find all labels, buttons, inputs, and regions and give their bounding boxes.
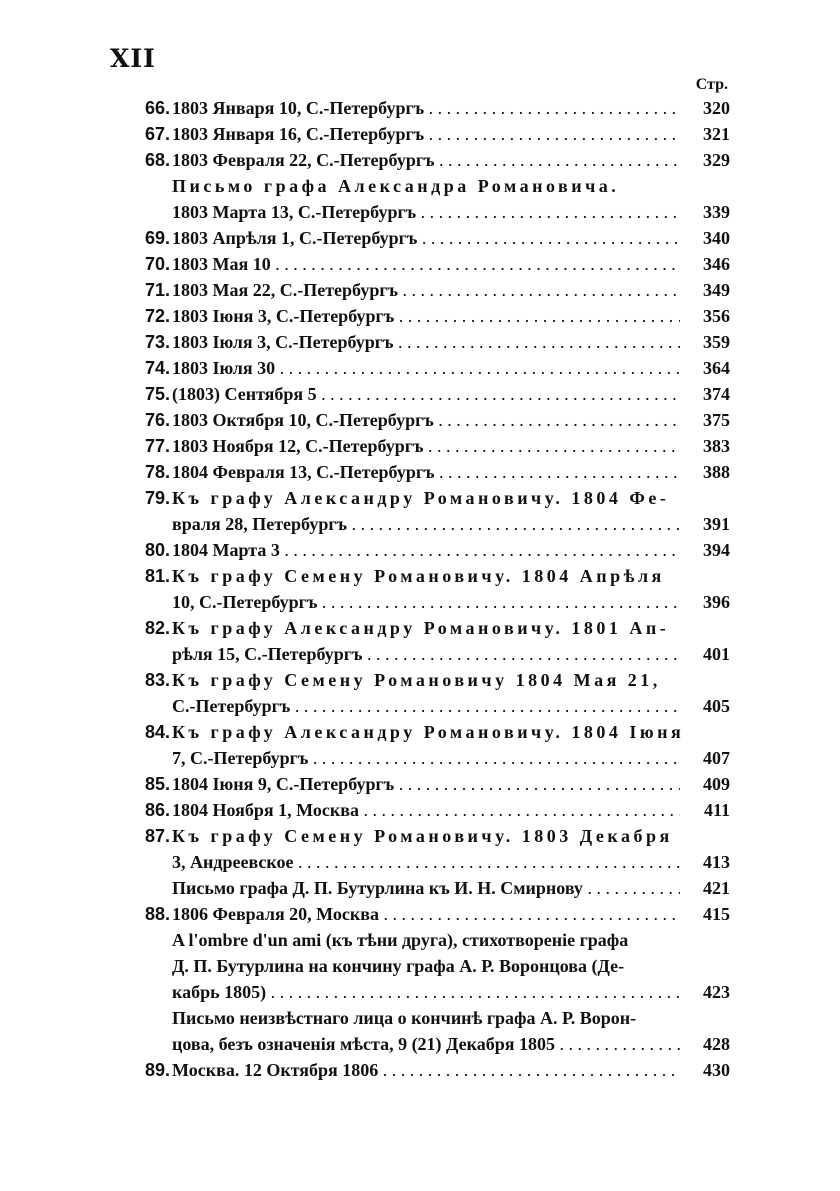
entry-number: 66. (144, 98, 170, 118)
entry-page: 388 (682, 459, 730, 485)
entry-title: Къ графу Александру Романовичу. 1801 Ап- (172, 618, 670, 638)
entry-number: 67. (144, 124, 170, 144)
entry-number: 86. (144, 800, 170, 820)
entry-number: 82. (144, 618, 170, 638)
entry-title: 1803 Ноября 12, С.-Петербургъ . . . (172, 433, 680, 459)
entry-page: 375 (682, 407, 730, 433)
toc-entry (128, 381, 730, 407)
toc-entry (128, 797, 730, 823)
entry-title: Письмо графа Александра Романовича. (172, 176, 620, 196)
toc-entry (128, 485, 730, 511)
toc-entry (128, 849, 730, 875)
toc-entry (128, 719, 730, 745)
entry-number: 76. (144, 410, 170, 430)
entry-title: 1803 Февраля 22, С.-Петербургъ . . . (172, 147, 680, 173)
entry-page: 411 (682, 797, 730, 823)
toc-entry (128, 745, 730, 771)
entry-title: Письмо неизвѣстнаго лица о кончинѣ графа А. Р. Ворон- (172, 1008, 637, 1028)
entry-page: 396 (682, 589, 730, 615)
toc-entry (128, 355, 730, 381)
entry-title: Къ графу Семену Романовичу. 1804 Апрѣля (172, 566, 665, 586)
toc-entry (128, 1057, 730, 1083)
entry-number: 88. (144, 904, 170, 924)
toc-entry (128, 823, 730, 849)
entry-number: 74. (144, 358, 170, 378)
entry-number: 80. (144, 540, 170, 560)
entry-number: 72. (144, 306, 170, 326)
toc-entry (128, 693, 730, 719)
entry-title: Письмо графа Д. П. Бутурлина къ И. Н. Смирнову . . . (172, 875, 680, 901)
entry-number: 85. (144, 774, 170, 794)
entry-page: 430 (682, 1057, 730, 1083)
toc-entry (128, 667, 730, 693)
toc-entry (128, 537, 730, 563)
toc-entry (128, 875, 730, 901)
toc-entry (128, 563, 730, 589)
entry-title: 1803 Іюля 3, С.-Петербургъ . . . (172, 329, 680, 355)
entry-title: 1803 Мая 10 . . . (172, 251, 680, 277)
entry-number: 81. (144, 566, 170, 586)
entry-number: 89. (144, 1060, 170, 1080)
entry-title: цова, безъ означенія мѣста, 9 (21) Декабря 1805 . . . (172, 1031, 680, 1057)
entry-page: 407 (682, 745, 730, 771)
toc-entry (128, 459, 730, 485)
toc-entry (128, 433, 730, 459)
toc-entry (128, 511, 730, 537)
entry-title: 3, Андреевское . . . (172, 849, 680, 875)
entry-title: кабрь 1805) . . . (172, 979, 680, 1005)
entry-number: 83. (144, 670, 170, 690)
entry-title: Къ графу Семену Романовичу 1804 Мая 21, (172, 670, 661, 690)
entry-title: 1803 Мая 22, С.-Петербургъ . . . (172, 277, 680, 303)
toc-entry (128, 615, 730, 641)
entry-page: 423 (682, 979, 730, 1005)
entry-page: 409 (682, 771, 730, 797)
entry-page: 356 (682, 303, 730, 329)
entry-page: 359 (682, 329, 730, 355)
entry-title: Д. П. Бутурлина на кончину графа А. Р. Воронцова (Де- (172, 956, 625, 976)
entry-title: 1803 Іюля 30 . . . (172, 355, 680, 381)
entry-title: рѣля 15, С.-Петербургъ . . . (172, 641, 680, 667)
entry-page: 428 (682, 1031, 730, 1057)
toc-entry (128, 927, 730, 953)
toc-entry (128, 173, 730, 199)
toc-entry (128, 225, 730, 251)
entry-title: A l'ombre d'un ami (къ тѣни друга), стихотвореніе графа (172, 930, 629, 950)
entry-title: 1803 Іюня 3, С.-Петербургъ . . . (172, 303, 680, 329)
entry-number: 68. (144, 150, 170, 170)
entry-title: 1803 Марта 13, С.-Петербургъ . . . (172, 199, 680, 225)
entry-title: 1804 Іюня 9, С.-Петербургъ . . . (172, 771, 680, 797)
entry-page: 421 (682, 875, 730, 901)
toc-entry (128, 147, 730, 173)
entry-number: 79. (144, 488, 170, 508)
entry-number: 77. (144, 436, 170, 456)
toc-entry (128, 199, 730, 225)
entry-page: 415 (682, 901, 730, 927)
entry-number: 78. (144, 462, 170, 482)
entry-title: 7, С.-Петербургъ . . . (172, 745, 680, 771)
entry-title: враля 28, Петербургъ . . . (172, 511, 680, 537)
entry-title: Къ графу Семену Романовичу. 1803 Декабря (172, 826, 673, 846)
entry-title: Москва. 12 Октября 1806 . . . (172, 1057, 680, 1083)
entry-page: 413 (682, 849, 730, 875)
entry-number: 87. (144, 826, 170, 846)
toc-entry (128, 979, 730, 1005)
entry-number: 73. (144, 332, 170, 352)
entry-number: 69. (144, 228, 170, 248)
toc-entry (128, 303, 730, 329)
toc-entry (128, 641, 730, 667)
entry-page: 394 (682, 537, 730, 563)
entry-page: 346 (682, 251, 730, 277)
entry-number: 71. (144, 280, 170, 300)
toc-entry (128, 95, 730, 121)
entry-title: 1803 Апрѣля 1, С.-Петербургъ . . . (172, 225, 680, 251)
toc-entry (128, 251, 730, 277)
entry-title: 1806 Февраля 20, Москва . . . (172, 901, 680, 927)
entry-page: 329 (682, 147, 730, 173)
entry-page: 340 (682, 225, 730, 251)
toc-entry (128, 589, 730, 615)
entry-number: 70. (144, 254, 170, 274)
entry-page: 383 (682, 433, 730, 459)
toc-entry (128, 901, 730, 927)
toc-entry (128, 121, 730, 147)
entry-page: 364 (682, 355, 730, 381)
entry-title: 1803 Января 16, С.-Петербургъ . . . (172, 121, 680, 147)
entry-title: Къ графу Александру Романовичу. 1804 Фе- (172, 488, 670, 508)
entry-page: 374 (682, 381, 730, 407)
toc-entry (128, 1005, 730, 1031)
entry-title: Къ графу Александру Романовичу. 1804 Іюня (172, 722, 685, 742)
entry-page: 339 (682, 199, 730, 225)
entry-page: 320 (682, 95, 730, 121)
entry-title: 1804 Марта 3 . . . (172, 537, 680, 563)
page-column-heading: Стр. (695, 76, 728, 93)
entry-page: 401 (682, 641, 730, 667)
entry-title: 1803 Января 10, С.-Петербургъ . . . (172, 95, 680, 121)
entry-title: 10, С.-Петербургъ . . . (172, 589, 680, 615)
table-of-contents (128, 95, 730, 1083)
entry-title: С.-Петербургъ . . . (172, 693, 680, 719)
toc-entry (128, 771, 730, 797)
entry-title: (1803) Сентября 5 . . . (172, 381, 680, 407)
toc-entry (128, 407, 730, 433)
entry-title: 1804 Февраля 13, С.-Петербургъ . . . (172, 459, 680, 485)
page-number: XII (110, 44, 156, 73)
entry-title: 1804 Ноября 1, Москва . . . (172, 797, 680, 823)
toc-entry (128, 277, 730, 303)
entry-number: 84. (144, 722, 170, 742)
entry-number: 75. (144, 384, 170, 404)
entry-page: 321 (682, 121, 730, 147)
toc-entry (128, 329, 730, 355)
toc-entry (128, 953, 730, 979)
entry-title: 1803 Октября 10, С.-Петербургъ . . . (172, 407, 680, 433)
entry-page: 391 (682, 511, 730, 537)
entry-page: 349 (682, 277, 730, 303)
entry-page: 405 (682, 693, 730, 719)
toc-entry (128, 1031, 730, 1057)
